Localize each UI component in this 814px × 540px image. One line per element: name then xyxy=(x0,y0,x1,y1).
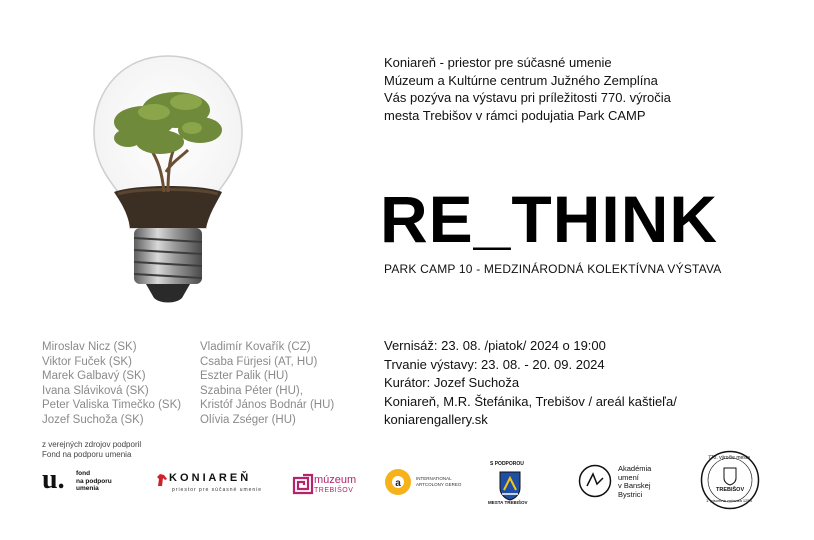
iac-circle-icon xyxy=(384,468,412,496)
koniaren-name: K O N I A R E Ň xyxy=(169,472,249,484)
akademia-circle-icon xyxy=(578,464,612,498)
artists-column-2 xyxy=(200,340,334,427)
anniversary-bottom: 1. písomná zmienka 1254 xyxy=(706,498,752,503)
fpu-mark: u. xyxy=(42,464,65,495)
akademia-text: Akadémia xyxy=(618,464,652,473)
exhibition-subtitle: PARK CAMP 10 - MEDZINÁRODNÁ KOLEKTÍVNA VÝSTAVA xyxy=(384,262,722,276)
artist-name: Eszter Palik (HU) xyxy=(200,370,289,382)
anniversary-top: 770. výročie mesta xyxy=(708,455,750,461)
artist-name: Miroslav Nicz (SK) xyxy=(42,341,137,353)
artist-name: Vladimír Kovařík (CZ) xyxy=(200,341,311,353)
fpu-text: na podporu xyxy=(76,477,112,485)
iac-logo xyxy=(384,466,464,498)
website-link[interactable]: koniarengallery.sk xyxy=(384,412,488,427)
horse-icon xyxy=(156,473,168,487)
koniaren-tagline: priestor pre súčasné umenie xyxy=(172,487,263,493)
intro-line: Múzeum a Kultúrne centrum Južného Zemplína xyxy=(384,72,658,88)
intro-line: mesta Trebišov v rámci podujatia Park CAMP xyxy=(384,107,646,123)
intro-line: Koniareň - priestor pre súčasné umenie xyxy=(384,55,612,70)
podpora-logo xyxy=(486,460,534,506)
venue-address: Koniareň, M.R. Štefánika, Trebišov / areál kaštieľa/ xyxy=(384,393,677,409)
artist-name: Csaba Fürjesi (AT, HU) xyxy=(200,355,318,368)
akademia-logo xyxy=(578,464,668,500)
artist-name: Peter Valiska Timečko (SK) xyxy=(42,399,182,411)
artist-name: Kristóf János Bodnár (HU) xyxy=(200,399,335,411)
funding-line: z verejných zdrojov podporil xyxy=(42,440,142,449)
exhibition-details xyxy=(384,337,677,430)
fpu-text: fond xyxy=(76,470,91,477)
invitation-text xyxy=(384,54,804,124)
intro-line: Vás pozýva na výstavu pri príležitosti 770. výročia xyxy=(384,90,671,105)
iac-text: INTERNATIONAL xyxy=(416,476,452,481)
podpora-top: S PODPOROU xyxy=(490,461,524,467)
curator: Kurátor: Jozef Suchoža xyxy=(384,375,520,390)
akademia-text: v Banskej xyxy=(618,481,651,490)
lightbulb-tree-illustration xyxy=(88,52,248,310)
funding-line: Fond na podporu umenia xyxy=(42,450,132,459)
muzeum-spiral-icon xyxy=(292,473,314,495)
podpora-bottom: MESTA TREBIŠOV xyxy=(488,500,528,505)
duration: Trvanie výstavy: 23. 08. - 20. 09. 2024 xyxy=(384,356,605,372)
fpu-logo xyxy=(42,464,122,498)
muzeum-logo xyxy=(292,470,362,500)
akademia-text: umení xyxy=(618,472,639,482)
akademia-text: Bystrici xyxy=(618,489,643,499)
artist-name: Jozef Suchoža (SK) xyxy=(42,413,144,426)
anniversary-city: TREBIŠOV xyxy=(716,487,745,493)
anniversary-seal-logo xyxy=(700,450,760,510)
artist-name: Ivana Sláviková (SK) xyxy=(42,384,149,397)
artists-column-1 xyxy=(42,340,181,427)
koniaren-logo xyxy=(156,472,266,496)
svg-text:a: a xyxy=(395,478,401,489)
opening-date: Vernisáž: 23. 08. /piatok/ 2024 o 19:00 xyxy=(384,338,606,353)
muzeum-name: múzeum xyxy=(314,474,357,486)
fpu-text: umenia xyxy=(76,485,99,492)
funding-note xyxy=(42,440,141,460)
artist-name: Szabina Péter (HU), xyxy=(200,384,303,397)
artist-name: Viktor Fuček (SK) xyxy=(42,355,132,368)
artist-name: Olívia Zséger (HU) xyxy=(200,413,296,426)
artist-name: Marek Galbavý (SK) xyxy=(42,370,146,382)
muzeum-city: TREBIŠOV xyxy=(314,487,354,494)
exhibition-title: RE_THINK xyxy=(380,182,719,256)
iac-text: ARTCOLONY GEREO xyxy=(416,482,462,487)
